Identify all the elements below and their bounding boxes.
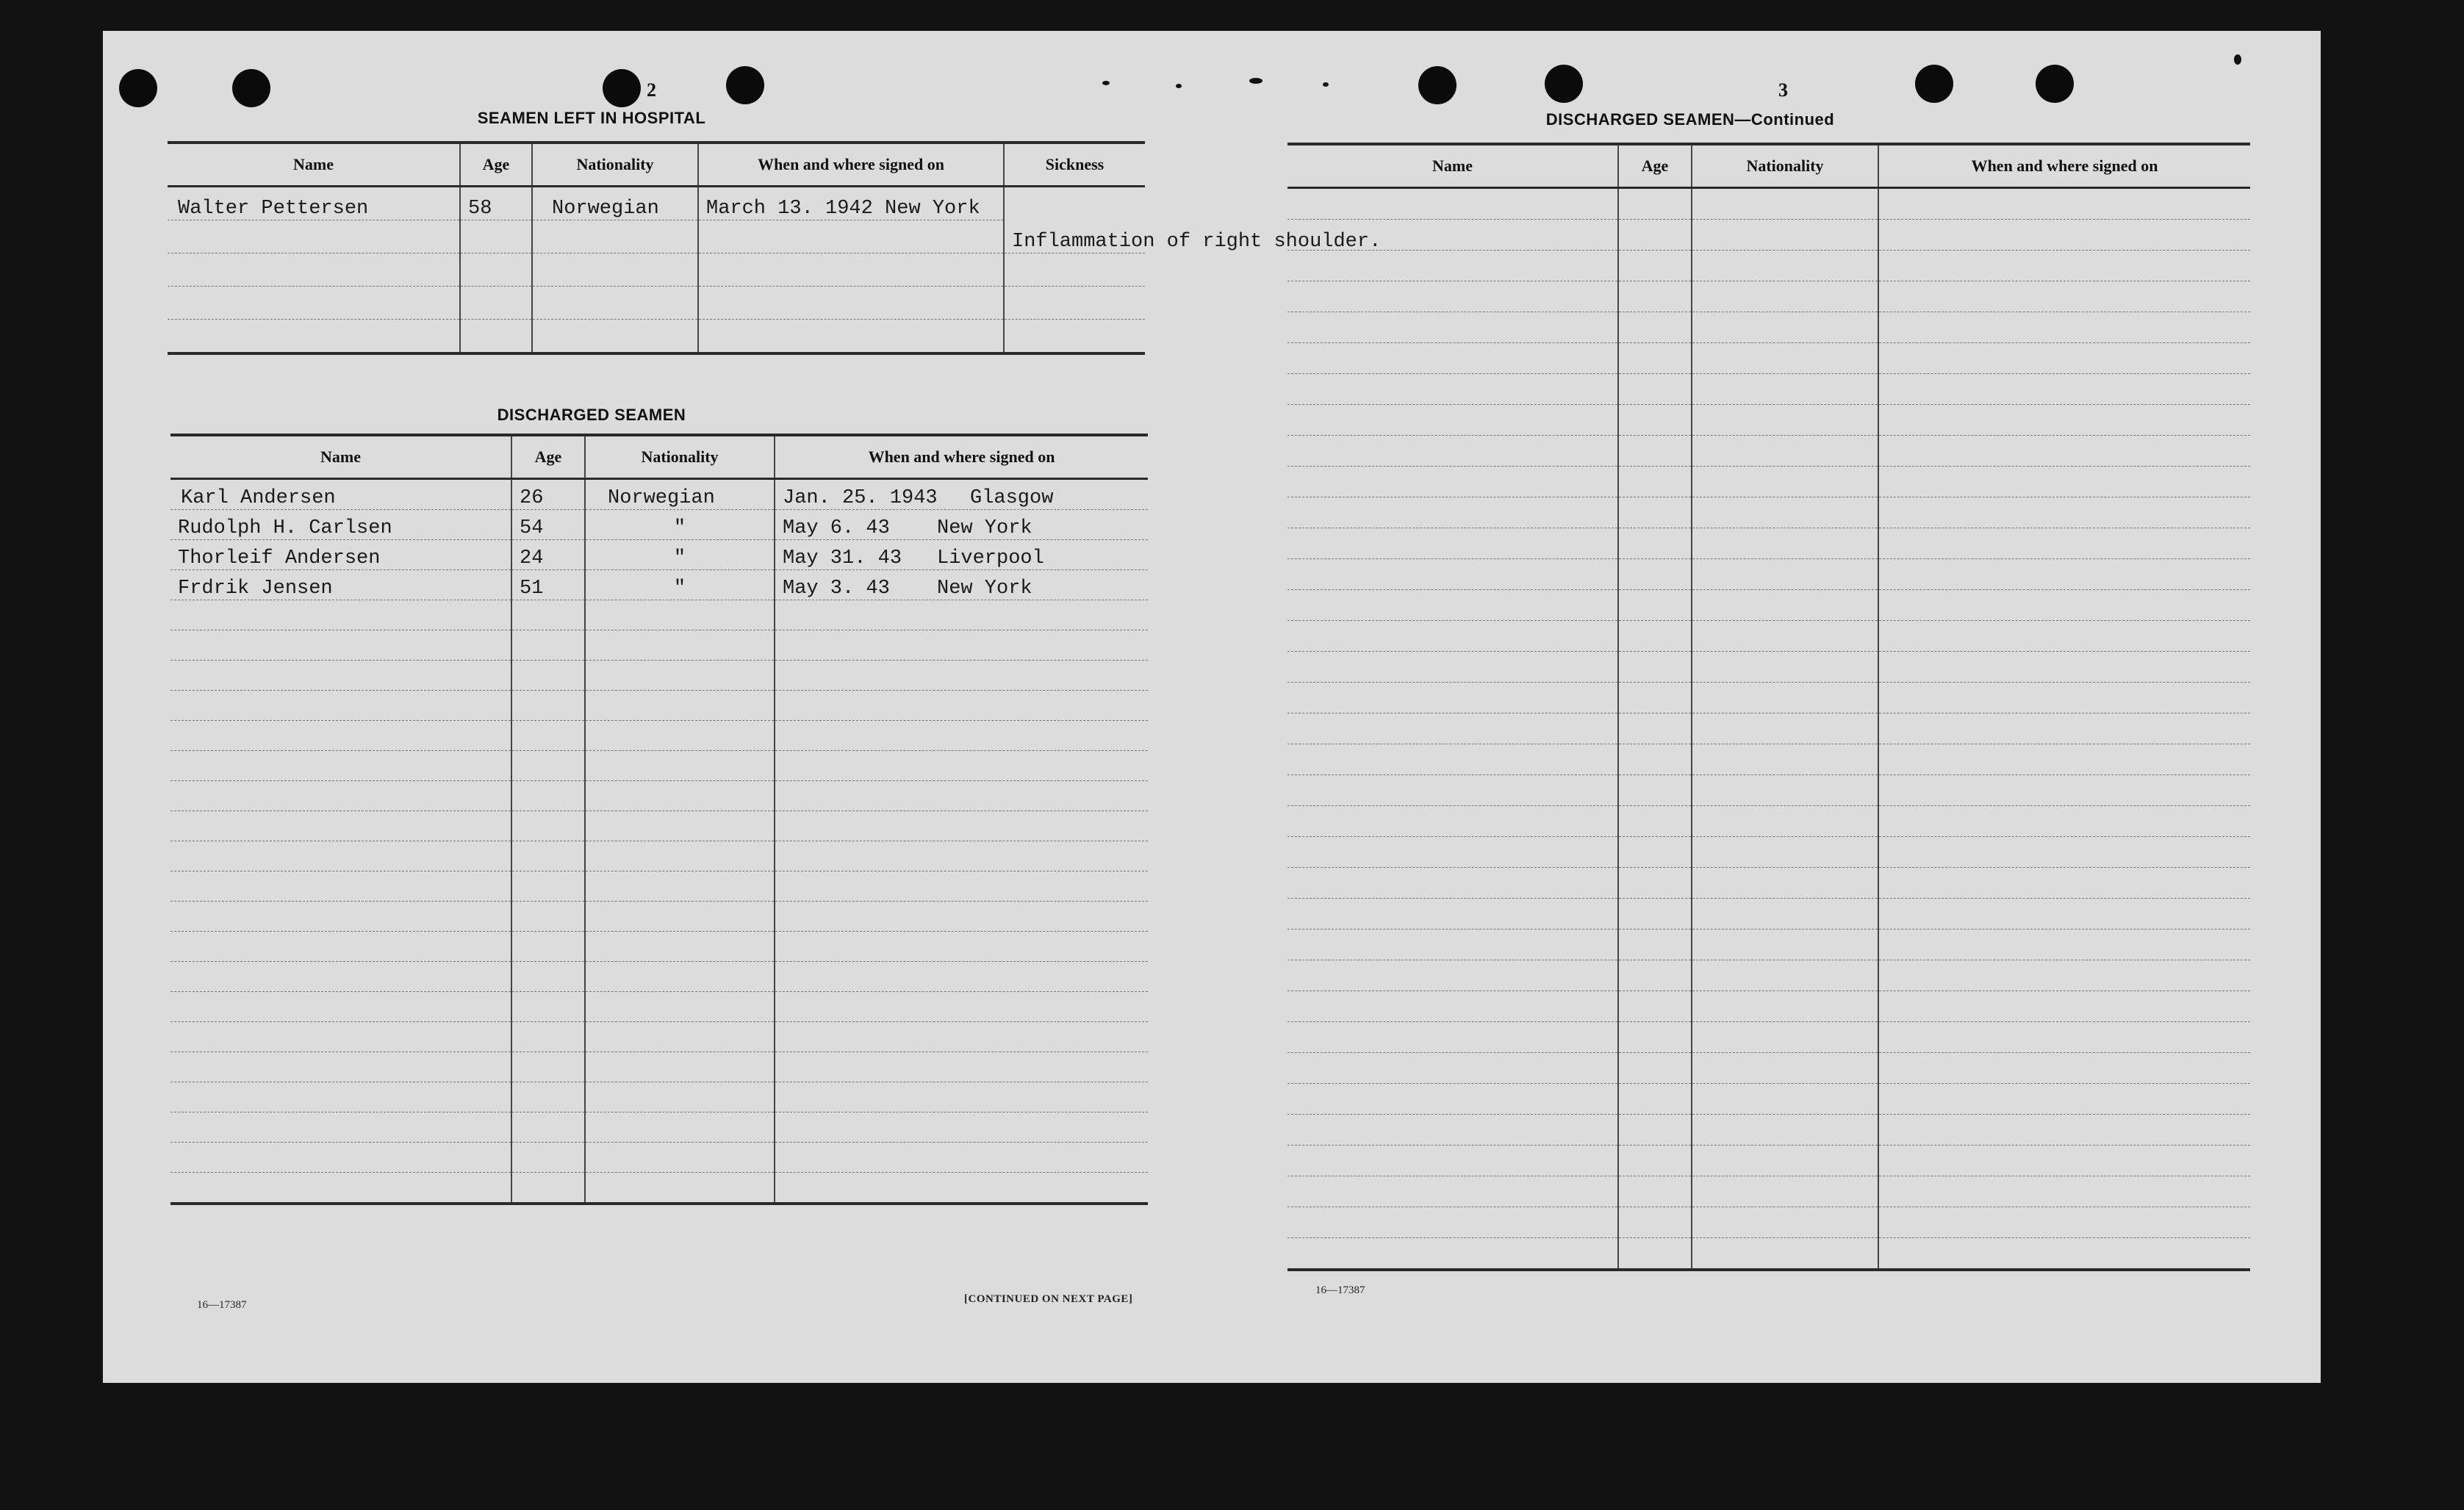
hospital-table [168,141,1382,355]
scan-speck [1176,84,1182,88]
table-row [1287,220,2250,251]
table-row [1287,713,2250,744]
table-row [1287,1115,2250,1146]
signed-on-date: May 31. 43 [783,547,902,569]
table-row [1287,621,2250,652]
table-row [170,1112,1148,1143]
table-row [170,1173,1148,1204]
table-row [170,781,1148,811]
table-row [1287,806,2250,837]
discharged-table [170,434,1148,1205]
seaman-age: 51 [511,570,585,600]
column-header-age: Age [511,435,585,479]
hospital-section-title: SEAMEN LEFT IN HOSPITAL [477,109,706,127]
scan-speck [2234,54,2241,65]
table-row [170,992,1148,1022]
table-row [1287,188,2250,220]
table-row [170,841,1148,871]
seaman-age: 58 [460,187,532,220]
signed-on [775,479,1148,510]
scan-speck [1249,78,1262,84]
table-row [170,811,1148,841]
column-header-age: Age [1618,144,1692,188]
punch-hole [1545,65,1583,103]
seaman-age: 24 [511,540,585,570]
table-row [170,540,1148,570]
table-row [1287,343,2250,374]
table-row [170,1143,1148,1173]
continued-header-row [1287,144,2250,188]
column-header-signed-on: When and where signed on [698,143,1004,187]
right-form-number: 16—17387 [1315,1284,1365,1296]
table-row [1287,405,2250,436]
table-row [1287,1053,2250,1084]
column-header-signed-on: When and where signed on [775,435,1148,479]
seaman-nationality: " [585,540,775,570]
column-header-name: Name [168,143,460,187]
table-row [170,962,1148,992]
signed-on [775,510,1148,540]
table-row [170,1082,1148,1112]
table-row [1287,837,2250,868]
table-row [1287,374,2250,405]
table-row [170,600,1148,630]
table-row [170,1022,1148,1052]
scan-speck [1102,81,1110,85]
table-row [170,751,1148,781]
punch-hole [2036,65,2074,103]
table-row [1287,899,2250,930]
signed-on-place: Liverpool [937,547,1044,569]
table-row [168,287,1145,320]
signed-on-date: May 6. 43 [783,517,890,539]
sickness: Inflammation of right shoulder. [1004,187,1145,254]
punch-hole [726,66,764,104]
table-row [1287,590,2250,621]
table-row [1287,930,2250,960]
signed-on [775,570,1148,600]
table-row [1287,559,2250,590]
signed-on: March 13. 1942 New York [698,187,1004,220]
punch-hole [1915,65,1953,103]
continued-note: [CONTINUED ON NEXT PAGE] [964,1293,1133,1305]
table-row [1287,528,2250,559]
seaman-name: Karl Andersen [170,479,511,510]
table-row [1287,312,2250,343]
signed-on-date: Jan. 25. 1943 [783,487,938,509]
table-row [1287,652,2250,683]
signed-on-place: New York [937,578,1032,600]
table-row [1287,744,2250,775]
seaman-name: Thorleif Andersen [170,540,511,570]
right-page-number: 3 [1778,79,1788,101]
seaman-nationality: " [585,510,775,540]
ledger-sheet [103,31,2321,1383]
table-row [1287,960,2250,991]
table-row [170,510,1148,540]
left-form-number: 16—17387 [197,1299,247,1311]
signed-on-place: Glasgow [970,487,1054,509]
column-header-nationality: Nationality [1692,144,1878,188]
signed-on-place: New York [937,517,1032,539]
scan-speck [1323,82,1329,87]
table-row [168,220,1145,254]
table-row [1287,1238,2250,1270]
table-row [1287,991,2250,1022]
column-header-age: Age [460,143,532,187]
table-row [1287,683,2250,713]
column-header-name: Name [1287,144,1618,188]
punch-hole [232,69,270,107]
punch-hole [1418,66,1457,104]
table-row [1287,1084,2250,1115]
column-header-nationality: Nationality [585,435,775,479]
column-header-name: Name [170,435,511,479]
seaman-nationality: " [585,570,775,600]
table-row [168,320,1145,354]
discharged-continued-table [1287,143,2250,1271]
column-header-sickness: Sickness [1004,143,1145,187]
discharged-section-title: DISCHARGED SEAMEN [497,406,686,424]
table-row [1287,281,2250,312]
table-row [170,1052,1148,1082]
seaman-name: Walter Pettersen [168,187,460,220]
seaman-name: Frdrik Jensen [170,570,511,600]
table-row [170,630,1148,661]
discharged-header-row [170,435,1148,479]
discharged-continued-title: DISCHARGED SEAMEN—Continued [1545,110,1835,129]
table-row [170,661,1148,691]
seaman-age: 54 [511,510,585,540]
punch-hole [119,69,157,107]
table-row [170,871,1148,902]
table-row [1287,436,2250,467]
hospital-header-row [168,143,1145,187]
table-row [1287,251,2250,281]
column-header-signed-on: When and where signed on [1878,144,2250,188]
seaman-nationality: Norwegian [585,479,775,510]
signed-on [775,540,1148,570]
table-row [1287,868,2250,899]
signed-on-date: May 3. 43 [783,578,890,600]
seaman-name: Rudolph H. Carlsen [170,510,511,540]
table-row [168,187,1145,220]
table-row [1287,1176,2250,1207]
table-row [170,570,1148,600]
table-row [1287,1022,2250,1053]
table-row [170,479,1148,510]
punch-hole [603,69,641,107]
column-header-nationality: Nationality [532,143,698,187]
table-row [170,691,1148,721]
table-row [168,254,1145,287]
table-row [1287,1146,2250,1176]
seaman-nationality: Norwegian [532,187,698,220]
table-row [1287,467,2250,497]
table-row [1287,1207,2250,1238]
table-row [170,932,1148,962]
left-page-number: 2 [647,79,656,101]
seaman-age: 26 [511,479,585,510]
table-row [170,902,1148,932]
table-row [170,721,1148,751]
table-row [1287,497,2250,528]
table-row [1287,775,2250,806]
